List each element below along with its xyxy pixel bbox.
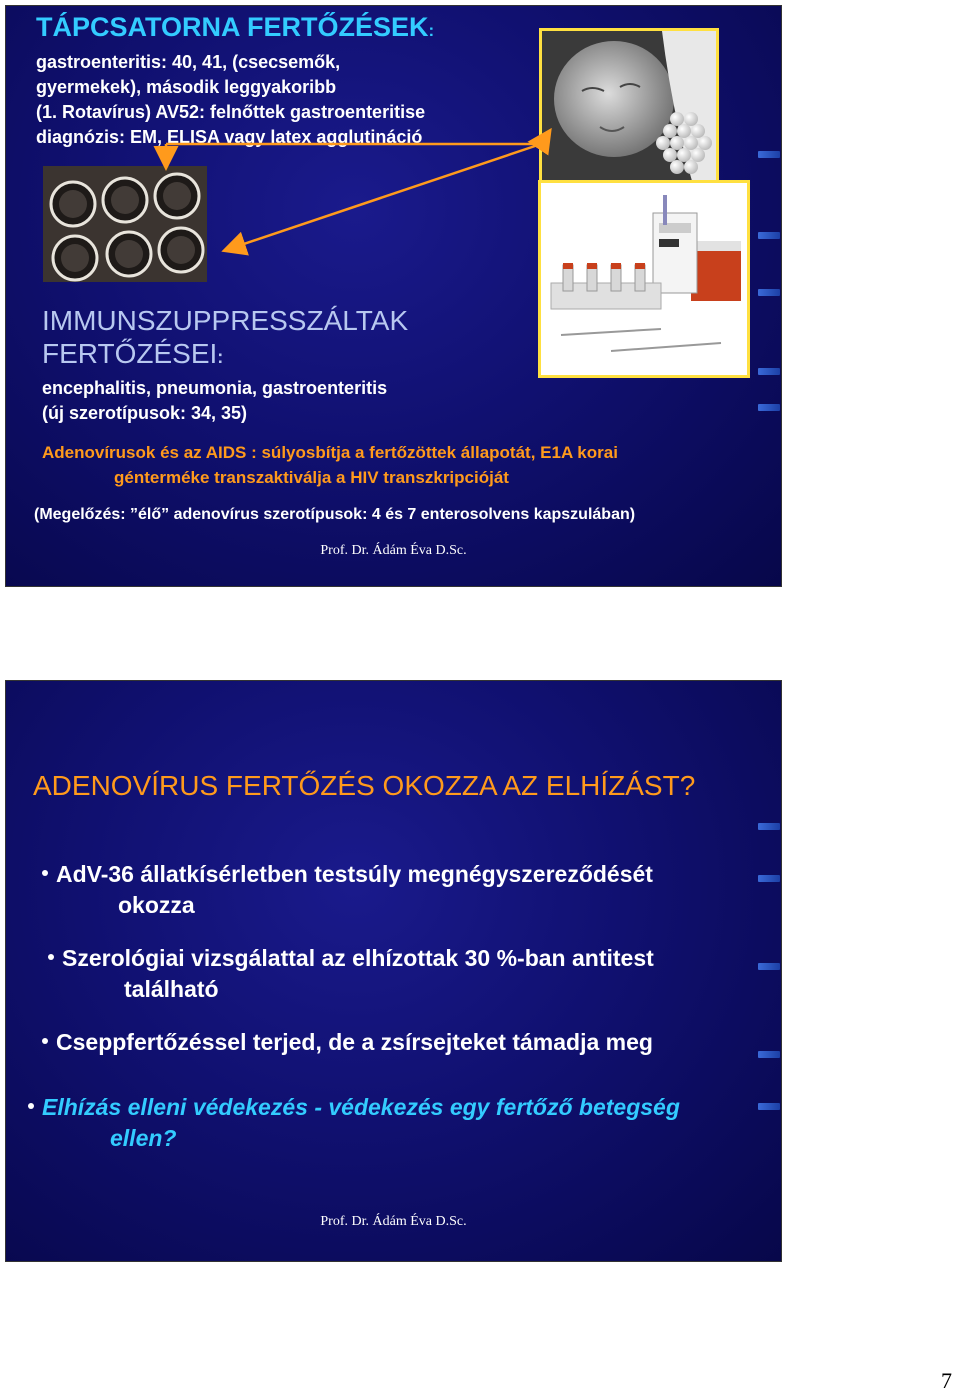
- aids-line: Adenovírusok és az AIDS : súlyosbítja a fertőzöttek állapotát, E1A korai: [42, 443, 618, 462]
- decor-tick: [758, 963, 780, 970]
- slide-tapcsatorna: [5, 5, 782, 587]
- page-number: 7: [941, 1368, 952, 1393]
- immuno-line: (új szerotípusok: 34, 35): [42, 403, 248, 423]
- slide-adenovirus-elhizas: [5, 680, 782, 1262]
- bullet-item: Cseppfertőzéssel terjed, de a zsírsejteket támadja meg: [42, 1027, 653, 1058]
- decor-tick: [758, 404, 780, 411]
- decor-tick: [758, 1103, 780, 1110]
- bullet-dot: [42, 870, 48, 876]
- decor-tick: [758, 875, 780, 882]
- slide1-heading2: IMMUNSZUPPRESSZÁLTAK FERTŐZÉSEI:: [42, 305, 409, 369]
- intro-line: diagnózis: EM, ELISA vagy latex agglutináció: [36, 127, 423, 147]
- bullet-dot: [48, 954, 54, 960]
- slide2-title: ADENOVÍRUS FERTŐZÉS OKOZZA AZ ELHÍZÁST?: [33, 770, 696, 801]
- bullet-dot: [28, 1103, 34, 1109]
- intro-line: gastroenteritis: 40, 41, (csecsemők,: [36, 52, 341, 72]
- slide2-footer: Prof. Dr. Ádám Éva D.Sc.: [320, 1214, 467, 1229]
- immuno-line: encephalitis, pneumonia, gastroenteritis: [42, 378, 388, 398]
- slide1-title: TÁPCSATORNA FERTŐZÉSEK:: [36, 12, 435, 42]
- slide1-immuno-text: [42, 376, 387, 426]
- slide1-prevention: (Megelőzés: ”élő” adenovírus szerotípusok: 4 és 7 enterosolvens kapszulában): [34, 506, 636, 523]
- bullet-item: AdV-36 állatkísérletben testsúly megnégyszereződését okozza: [42, 859, 653, 921]
- connector-arrows: [6, 6, 781, 306]
- intro-line: (1. Rotavírus) AV52: felnőttek gastroenteritise: [36, 102, 426, 122]
- bullet-item-question: Elhízás elleni védekezés - védekezés egy fertőző betegség ellen?: [28, 1092, 680, 1154]
- decor-tick: [758, 368, 780, 375]
- heading2-line: FERTŐZÉSEI: [42, 338, 218, 369]
- slide1-footer: Prof. Dr. Ádám Éva D.Sc.: [320, 543, 467, 558]
- slide1-aids-text: [42, 440, 618, 490]
- bullet-dot: [42, 1038, 48, 1044]
- intro-line: gyermekek), második leggyakoribb: [36, 77, 337, 97]
- decor-tick: [758, 1051, 780, 1058]
- bullet-item: Szerológiai vizsgálattal az elhízottak 30 %-ban antitest található: [48, 943, 654, 1005]
- heading2-line: IMMUNSZUPPRESSZÁLTAK: [42, 305, 409, 336]
- aids-line: génterméke transzaktiválja a HIV transzkripcióját: [114, 468, 509, 487]
- decor-tick: [758, 823, 780, 830]
